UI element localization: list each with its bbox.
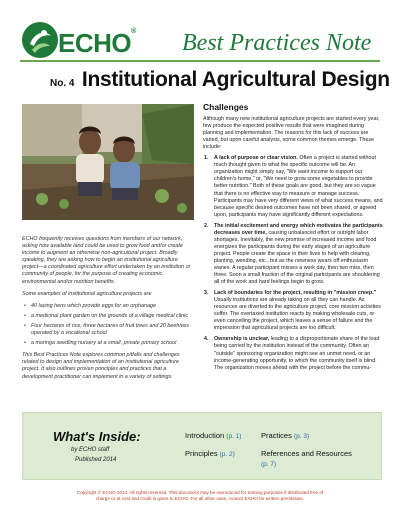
item-lead: Lack of boundaries for the project, resulting in "mission creep."	[214, 290, 377, 297]
intro-column	[22, 236, 194, 386]
footer-line: charge or at cost and credit is given to ECHO. For all other uses, contact ECHO for written permission.	[95, 496, 305, 501]
toc-page: (p. 2)	[219, 451, 235, 458]
item-number: 1.	[204, 155, 209, 162]
byline: by ECHO staff	[71, 447, 110, 453]
challenges-intro: Although many new institutional agriculture projects are started every year, few produce the expected positive results that were imagined during planning and implementation. The reasons for this lack of success are varied, but upon careful analysis, some common themes emerge. These include:	[203, 116, 380, 151]
list-item: • Four hectares of rice, three hectares of fruit trees and 20 beehives operated by a vocational school	[31, 323, 194, 337]
examples-list	[22, 303, 194, 347]
toc-label: References and Resources	[261, 449, 352, 458]
challenges-column	[203, 104, 385, 376]
intro-paragraph: ECHO frequently receives questions from members of our network, asking how available land could be used to grow food and/or create income to augment an otherwise non-agricultural project. Broadly speaking, they are asking how to begin an institutional agriculture project—a coordinated agriculture effort undertaken by an institution or community of people, for the purpose of creating economic, environmental and/or nutrition benefits.	[22, 236, 191, 285]
item-number: 2.	[204, 222, 209, 229]
item-number: 3.	[204, 290, 209, 297]
toc-link-practices[interactable]	[261, 431, 309, 440]
examples-lead: Some examples of institutional agriculture projects are	[22, 290, 152, 297]
toc-page: (p. 3)	[293, 433, 310, 440]
copyright-footer	[40, 490, 360, 502]
header-rule	[20, 60, 380, 62]
challenge-item	[204, 336, 385, 371]
whats-inside-box	[22, 412, 382, 480]
toc-label: Principles	[185, 449, 218, 458]
closing-paragraph: This Best Practices Note explores common pitfalls and challenges related to design and implementation of an institutional agriculture project. It also outlines proven principles and practices that a development practitioner can implement in a variety of settings.	[22, 352, 180, 380]
toc-link-references[interactable]	[261, 449, 361, 470]
challenge-item	[204, 290, 385, 332]
whats-inside-title: What's Inside:	[53, 429, 141, 444]
list-item: • 40 laying hens which provide eggs for an orphanage	[31, 303, 194, 310]
title-row	[50, 68, 390, 92]
toc-link-introduction[interactable]	[185, 431, 241, 440]
challenges-list	[203, 155, 385, 371]
note-number: No. 4	[50, 78, 75, 89]
list-item: • a moringa seedling nursery at a small, private primary school	[31, 340, 194, 347]
item-body: Usually institutions are already taking on all they can handle. As resources are diverted to the agriculture project, core mission activities suffer. The overtaxed institution reacts by making wholesale cuts, or even cancelling the project, which leaves a sense of failure and the impression that agricultural projects are too difficult.	[214, 297, 381, 332]
toc-link-principles[interactable]	[185, 449, 235, 458]
series-title: Best Practices Note	[182, 30, 372, 56]
toc-page: (p. 1)	[226, 433, 242, 440]
echo-logo-text: ECHO®	[58, 28, 136, 58]
item-lead: A lack of purpose or clear vision.	[214, 155, 298, 162]
challenges-heading: Challenges	[203, 102, 249, 112]
challenge-item	[204, 155, 385, 218]
footer-line: Copyright © ECHO 2014. All rights reserved. This document may be reproduced for training purposes if distributed free of	[76, 490, 324, 495]
item-lead: The initial excitement and energy which motivates the participants decreases over time,	[214, 222, 383, 236]
echo-logo-icon	[20, 20, 60, 60]
toc-label: Introduction	[185, 431, 225, 440]
item-body: leading to a disproportionate share of the load being carried by the institution instead of the community. Often an "outside" sponsoring organization might see an unmet need, or an income-generating opportunity, to which the community itself is blind. The organization moves ahead with the project before the commu-	[214, 336, 380, 371]
published-date: Published 2014	[75, 457, 117, 463]
children-garden-photo	[22, 104, 194, 220]
item-body: causing unbalanced effort or outright labor shortages. Inevitably, the new promise of increased income and food energizes the participants during the early stages of an agriculture project. People create the space in their lives to help with clearing, planting, weeding, etc., but as the newness wears off enthusiasm wanes. A regular participant misses a work day, then two miss, then three. Soon a small fraction of the original participants are shouldering all of the work and hard feelings begin to grow.	[214, 229, 380, 286]
page-title: Institutional Agricultural Design	[81, 68, 390, 91]
list-item: • a medicinal plant garden on the grounds of a village medical clinic	[31, 313, 194, 320]
item-number: 4.	[204, 336, 209, 343]
item-body: Often a project is started without much thought given to what the specific outcome will be. An organization might simply say, "We want income to support our children's home," or, "We need to grow some vegetables to provide better nutrition." Both of these goals are good, but they are so vague that there is no effective way to measure or manage success. Participants may have very different views of what success means, and because specific desired outcomes have not been shared, or agreed upon, participants may have significantly different expectations.	[214, 155, 383, 218]
item-lead: Ownership is unclear,	[214, 336, 270, 343]
toc-page: (p. 7)	[261, 461, 277, 468]
toc-label: Practices	[261, 431, 292, 440]
challenge-item	[204, 222, 385, 286]
